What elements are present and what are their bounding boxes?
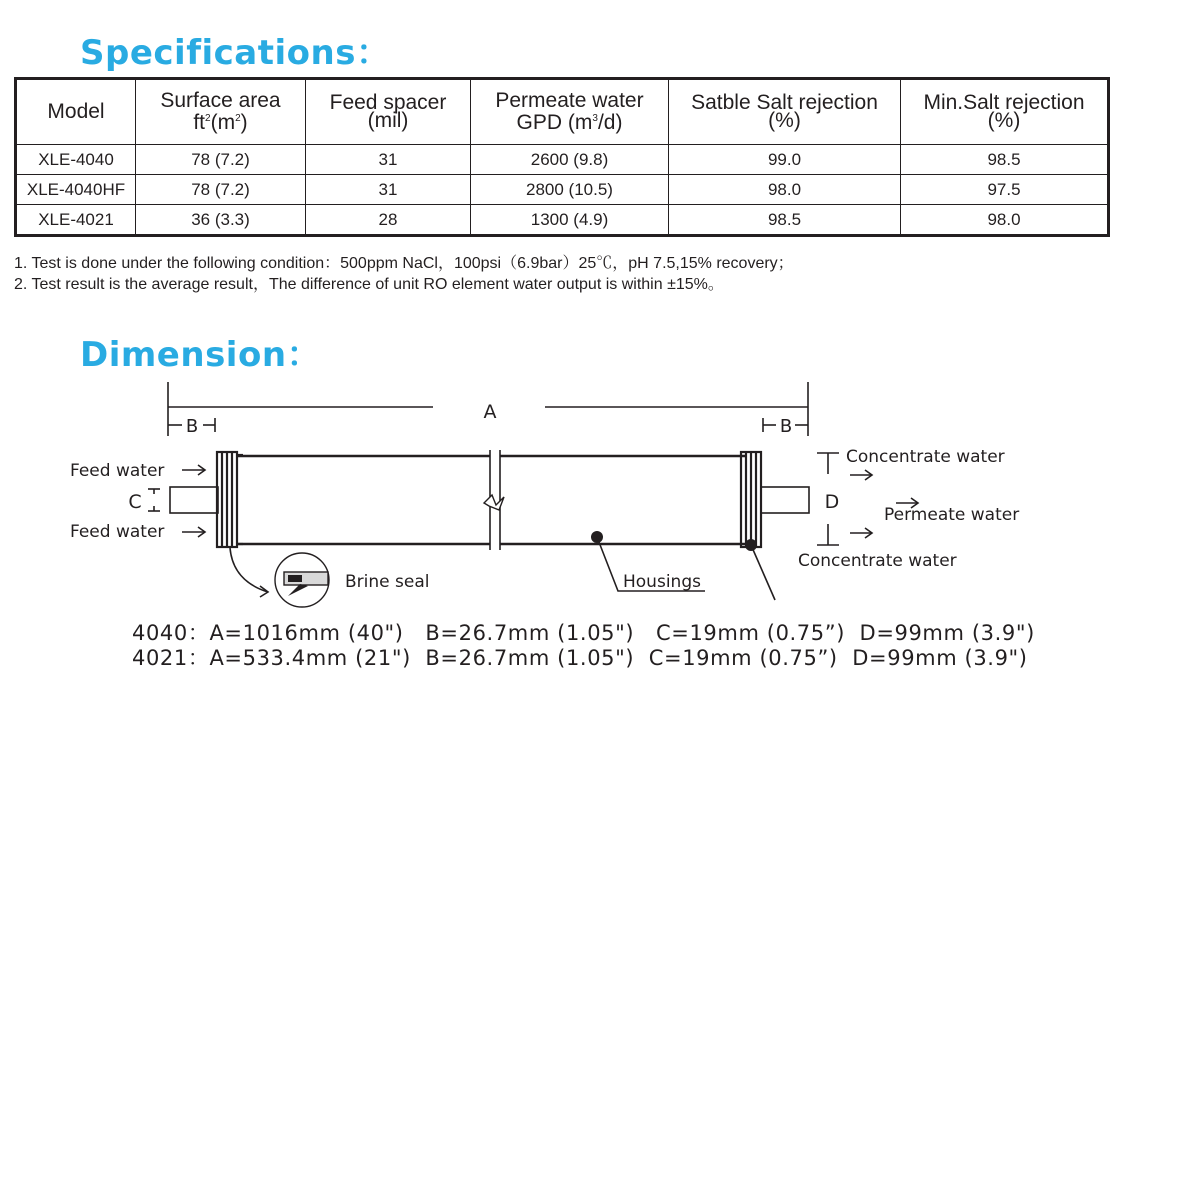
left-end-cap <box>217 452 243 547</box>
cell-permeate: 2800 (10.5) <box>471 175 669 205</box>
permeate-label: Permeate water <box>884 505 1020 525</box>
header-model: Model <box>16 79 136 145</box>
cell-surface-area: 78 (7.2) <box>136 175 306 205</box>
header-min-salt-rejection: Min.Salt rejection (%) <box>901 79 1109 145</box>
label-b-left: B <box>185 416 199 437</box>
specifications-heading: Specifications： <box>80 33 391 73</box>
cell-surface-area: 36 (3.3) <box>136 205 306 236</box>
dimension-b-left <box>168 416 215 437</box>
concentrate-arrow-top-icon <box>850 470 872 480</box>
cell-feed-spacer: 28 <box>306 205 471 236</box>
dimension-c <box>128 489 160 513</box>
dimension-b-right <box>763 416 808 437</box>
seal-leader <box>751 545 775 600</box>
feed-arrow-top-icon <box>182 465 205 475</box>
feed-water-bottom-label: Feed water <box>70 522 165 542</box>
cell-feed-spacer: 31 <box>306 175 471 205</box>
brine-seal-icon <box>275 553 329 607</box>
concentrate-top-label: Concentrate water <box>846 447 1005 467</box>
label-d: D <box>824 491 840 513</box>
cell-stable-rejection: 98.0 <box>669 175 901 205</box>
feed-water-top-label: Feed water <box>70 461 165 481</box>
cell-min-rejection: 98.5 <box>901 145 1109 175</box>
concentrate-bottom-label: Concentrate water <box>798 551 957 571</box>
dimension-spec-4021: 4021：A=533.4mm (21") B=26.7mm (1.05") C=19mm (0.75”) D=99mm (3.9") <box>132 646 1028 670</box>
label-a: A <box>483 401 497 423</box>
cell-permeate: 2600 (9.8) <box>471 145 669 175</box>
header-feed-spacer: Feed spacer (mil) <box>306 79 471 145</box>
cell-model: XLE-4021 <box>16 205 136 236</box>
dimension-spec-4040: 4040：A=1016mm (40") B=26.7mm (1.05") C=19mm (0.75”) D=99mm (3.9") <box>132 621 1035 645</box>
right-pipe-stub <box>761 487 809 513</box>
cell-permeate: 1300 (4.9) <box>471 205 669 236</box>
header-stable-salt-rejection: Satble Salt rejection (%) <box>669 79 901 145</box>
feed-arrow-bottom-icon <box>182 527 205 537</box>
header-permeate-water: Permeate water GPD $(m^3/d)$ <box>471 79 669 145</box>
cell-model: XLE-4040HF <box>16 175 136 205</box>
test-result-note: 2. Test result is the average result，The difference of unit RO element water output is within ±15%。 <box>14 276 724 293</box>
concentrate-arrow-bottom-icon <box>850 528 872 538</box>
test-condition-note: 1. Test is done under the following condition：500ppm NaCl，100psi（6.9bar）25℃，pH 7.5,15% recovery； <box>14 255 794 272</box>
table-row <box>16 145 1109 175</box>
cell-model: XLE-4040 <box>16 145 136 175</box>
table-header-row <box>16 79 1109 145</box>
specifications-table <box>14 77 1110 237</box>
table-row <box>16 205 1109 236</box>
table-row <box>16 175 1109 205</box>
brine-seal-label: Brine seal <box>345 572 430 592</box>
right-end-cap <box>741 452 761 547</box>
left-pipe-stub <box>170 487 218 513</box>
dimension-heading: Dimension： <box>80 335 322 375</box>
dimension-a <box>168 382 808 436</box>
brine-seal-leader <box>230 548 268 592</box>
membrane-dimension-diagram <box>0 370 1200 610</box>
break-mark <box>484 495 504 510</box>
cell-stable-rejection: 98.5 <box>669 205 901 236</box>
housing-body <box>237 450 745 550</box>
cell-min-rejection: 97.5 <box>901 175 1109 205</box>
cell-surface-area: 78 (7.2) <box>136 145 306 175</box>
header-surface-area: Surface area $ft^2(m^2)$ <box>136 79 306 145</box>
cell-min-rejection: 98.0 <box>901 205 1109 236</box>
label-b-right: B <box>779 416 793 437</box>
dimension-d <box>817 453 839 545</box>
cell-feed-spacer: 31 <box>306 145 471 175</box>
housings-label: Housings <box>623 572 701 592</box>
label-c: C <box>128 491 142 513</box>
cell-stable-rejection: 99.0 <box>669 145 901 175</box>
